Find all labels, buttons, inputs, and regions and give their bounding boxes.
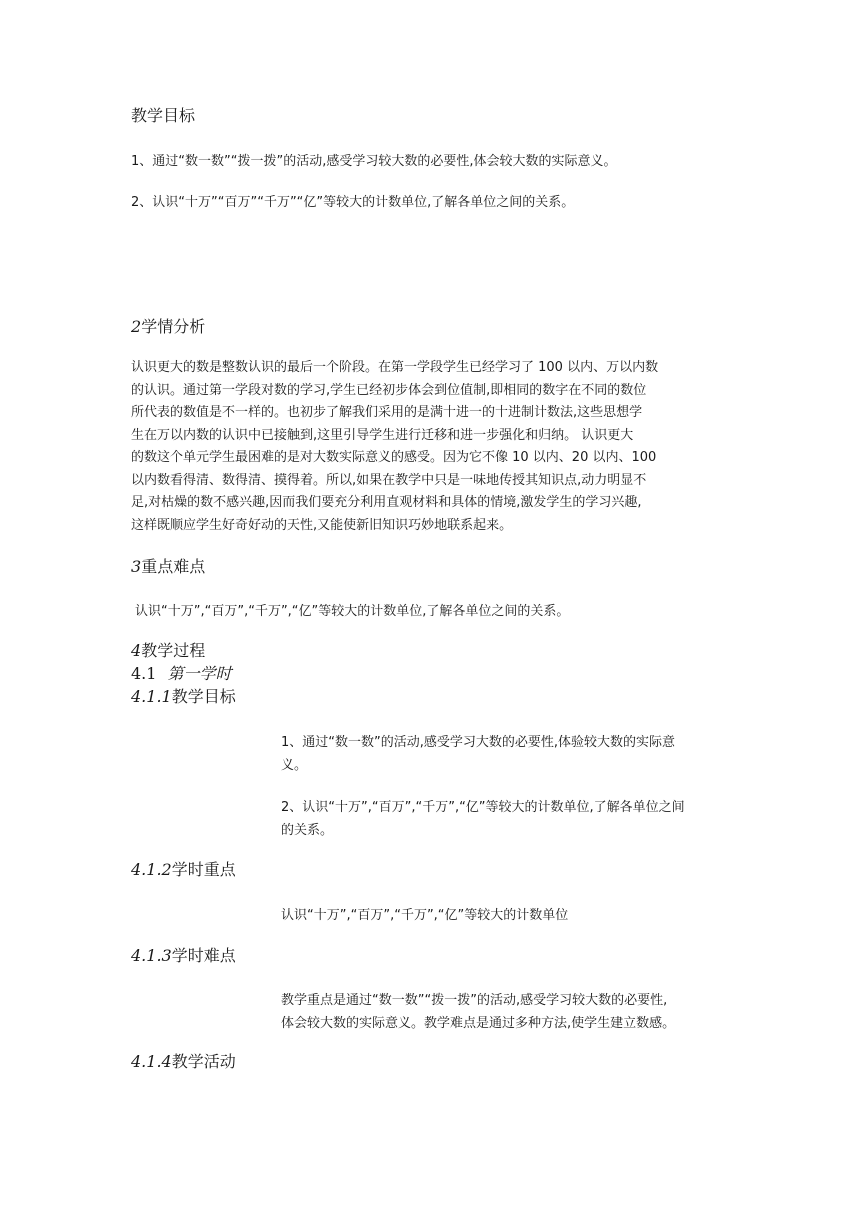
section-number: 2 bbox=[131, 317, 142, 336]
section-title-student-analysis bbox=[131, 316, 205, 338]
analysis-line: 认识更大的数是整数认识的最后一个阶段。在第一学段学生已经学习了 100 以内、万以内数 bbox=[131, 360, 659, 375]
lesson-goal-2-line: 的关系。 bbox=[281, 823, 334, 838]
subsection-number: 4.1.3 bbox=[131, 946, 172, 965]
key-points-text: 认识“十万”,“百万”,“千万”,“亿”等较大的计数单位,了解各单位之间的关系。 bbox=[135, 604, 570, 619]
subsection-number: 4.1.2 bbox=[131, 860, 172, 879]
section-title-teaching-process bbox=[131, 640, 205, 662]
section-title-teaching-goals bbox=[131, 105, 195, 127]
section-title-text: 重点难点 bbox=[141, 557, 206, 576]
analysis-line: 的数这个单元学生最困难的是对大数实际意义的感受。因为它不像 10 以内、20 以内、100 bbox=[131, 450, 657, 465]
section-number: 4 bbox=[131, 641, 142, 660]
section-title-text: 教学过程 bbox=[141, 641, 206, 660]
lesson-difficulty-line: 体会较大数的实际意义。教学难点是通过多种方法,使学生建立数感。 bbox=[281, 1016, 676, 1031]
section-title-key-points bbox=[131, 556, 205, 578]
subsection-title-text: 学时重点 bbox=[171, 860, 236, 879]
analysis-line: 生在万以内数的认识中已接触到,这里引导学生进行迁移和进一步强化和归纳。 认识更大 bbox=[131, 428, 634, 443]
analysis-line: 这样既顺应学生好奇好动的天性,又能使新旧知识巧妙地联系起来。 bbox=[131, 518, 513, 533]
subsection-title-first-lesson bbox=[131, 663, 232, 685]
subsection-title-text: 第一学时 bbox=[167, 664, 232, 683]
section-title-text: 教学目标 bbox=[131, 106, 196, 125]
subsection-title-text: 学时难点 bbox=[171, 946, 236, 965]
lesson-goal-1-line: 1、通过“数一数”的活动,感受学习大数的必要性,体验较大数的实际意 bbox=[281, 735, 676, 750]
analysis-line: 足,对枯燥的数不感兴趣,因而我们要充分利用直观材料和具体的情境,激发学生的学习兴趣, bbox=[131, 495, 642, 510]
goal-item-2: 2、认识“十万”“百万”“千万”“亿”等较大的计数单位,了解各单位之间的关系。 bbox=[131, 195, 575, 210]
analysis-line: 的认识。通过第一学段对数的学习,学生已经初步体会到位值制,即相同的数字在不同的数位 bbox=[131, 383, 647, 398]
lesson-key-text: 认识“十万”,“百万”,“千万”,“亿”等较大的计数单位 bbox=[281, 908, 569, 923]
lesson-goal-1-line: 义。 bbox=[281, 758, 308, 773]
section-title-text: 学情分析 bbox=[141, 317, 206, 336]
subsection-number: 4.1.1 bbox=[131, 687, 172, 706]
subsection-title-teaching-activities bbox=[131, 1051, 236, 1073]
subsection-number: 4.1 bbox=[131, 664, 157, 683]
subsection-title-lesson-goals bbox=[131, 686, 236, 708]
subsection-title-text: 教学活动 bbox=[171, 1052, 236, 1071]
lesson-goal-2-line: 2、认识“十万”,“百万”,“千万”,“亿”等较大的计数单位,了解各单位之间 bbox=[281, 800, 685, 815]
lesson-difficulty-line: 教学重点是通过“数一数”“拨一拨”的活动,感受学习较大数的必要性, bbox=[281, 993, 668, 1008]
subsection-number: 4.1.4 bbox=[131, 1052, 172, 1071]
subsection-title-lesson-difficulty bbox=[131, 945, 236, 967]
analysis-line: 以内数看得清、数得清、摸得着。所以,如果在教学中只是一味地传授其知识点,动力明显不 bbox=[131, 473, 647, 488]
analysis-line: 所代表的数值是不一样的。也初步了解我们采用的是满十进一的十进制计数法,这些思想学 bbox=[131, 405, 643, 420]
section-number: 3 bbox=[131, 557, 142, 576]
subsection-title-text: 教学目标 bbox=[171, 687, 236, 706]
goal-item-1: 1、通过“数一数”“拨一拨”的活动,感受学习较大数的必要性,体会较大数的实际意义。 bbox=[131, 154, 617, 169]
subsection-title-lesson-key bbox=[131, 859, 236, 881]
